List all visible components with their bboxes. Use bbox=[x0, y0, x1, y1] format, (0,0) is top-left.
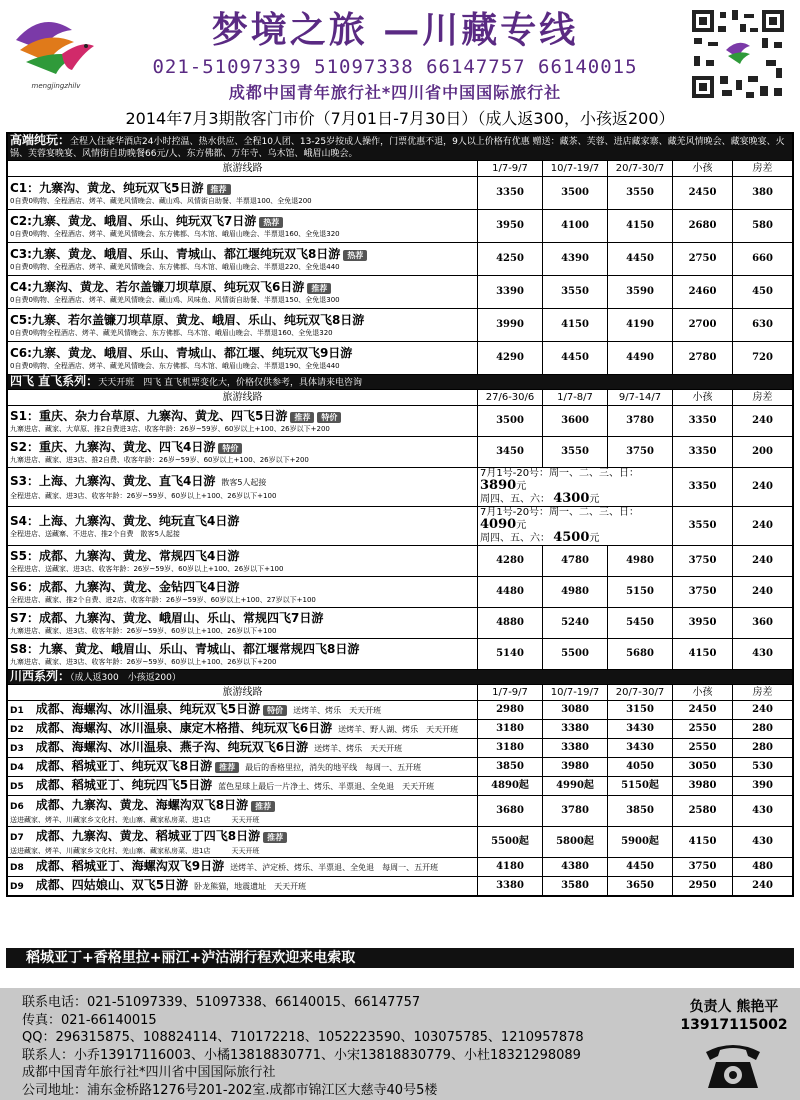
route-name: S2：重庆、九寨沟、黄龙、四飞4日游 bbox=[10, 440, 216, 454]
price-cell: 5900起 bbox=[608, 827, 673, 858]
route-code: D2 bbox=[10, 725, 24, 735]
price-cell: 3430 bbox=[608, 739, 673, 758]
price-cell: 3500 bbox=[478, 406, 543, 437]
room-diff-cell: 580 bbox=[733, 210, 794, 243]
col-room-diff: 房差 bbox=[733, 161, 794, 177]
price-cell: 5150 bbox=[608, 577, 673, 608]
room-diff-cell: 360 bbox=[733, 608, 794, 639]
table-row bbox=[7, 777, 793, 796]
price-cell: 3590 bbox=[608, 276, 673, 309]
section-name: 高端纯玩： bbox=[10, 133, 71, 147]
price-table bbox=[6, 132, 794, 897]
price-cell: 3850 bbox=[608, 796, 673, 827]
child-price-cell: 3550 bbox=[673, 507, 733, 546]
price-cell: 3500 bbox=[543, 177, 608, 210]
route-badge: 推荐 bbox=[251, 801, 275, 812]
child-price-cell: 2450 bbox=[673, 177, 733, 210]
child-price-cell: 3980 bbox=[673, 777, 733, 796]
col-room-diff: 房差 bbox=[733, 390, 794, 406]
price-cell: 5140 bbox=[478, 639, 543, 670]
route-desc: 全程进店、藏家、推2个自费、进2店、收客年龄：26岁~59岁、60岁以上+100、27岁以下+100 bbox=[10, 596, 316, 604]
weekday-price-cell bbox=[478, 507, 673, 546]
price-cell: 5240 bbox=[543, 608, 608, 639]
route-desc: 全程进店、送藏寨、不进店、推2个自费 散客5人起接 bbox=[10, 530, 180, 538]
room-diff-cell: 240 bbox=[733, 877, 794, 897]
child-price-cell: 4150 bbox=[673, 639, 733, 670]
route-name: C6:九寨、黄龙、峨眉、乐山、青城山、都江堰、纯玩双飞9日游 bbox=[10, 346, 353, 360]
route-name: 成都、海螺沟、冰川温泉、纯玩双飞5日游 bbox=[35, 702, 261, 716]
col-period-3: 20/7-30/7 bbox=[608, 161, 673, 177]
route-name: C2:九寨、黄龙、峨眉、乐山、纯玩双飞7日游 bbox=[10, 214, 257, 228]
weekday-price: 4090 bbox=[480, 517, 517, 532]
child-price-cell: 2460 bbox=[673, 276, 733, 309]
room-diff-cell: 390 bbox=[733, 777, 794, 796]
room-diff-cell: 430 bbox=[733, 639, 794, 670]
price-cell: 4890起 bbox=[478, 777, 543, 796]
contact-phone: 联系电话：021-51097339、51097338、66140015、66147757 bbox=[22, 995, 421, 1010]
price-cell: 4450 bbox=[608, 858, 673, 877]
price-cell: 5500 bbox=[543, 639, 608, 670]
logo-caption: mengjingzhilv bbox=[31, 82, 81, 90]
price-cell: 3750 bbox=[608, 437, 673, 468]
route-name: 成都、九寨沟、黄龙、海螺沟双飞8日游 bbox=[35, 798, 249, 812]
route-badge: 推荐 bbox=[290, 412, 314, 423]
route-desc: 全程进店、藏家、进3店、收客年龄：26岁~59岁、60岁以上+100、26岁以下+100 bbox=[10, 492, 277, 500]
route-code: D9 bbox=[10, 882, 24, 892]
route-badge: 推荐 bbox=[307, 283, 331, 294]
col-period-1: 1/7-9/7 bbox=[478, 685, 543, 701]
route-badge: 推荐 bbox=[263, 832, 287, 843]
price-cell: 3550 bbox=[543, 276, 608, 309]
route-name: 成都、稻城亚丁、纯玩双飞8日游 bbox=[35, 759, 213, 773]
child-price-cell: 2550 bbox=[673, 720, 733, 739]
table-row bbox=[7, 739, 793, 758]
col-period-3: 9/7-14/7 bbox=[608, 390, 673, 406]
route-code: D6 bbox=[10, 802, 24, 812]
contact-persons: 联系人：小乔13917116003、小橘13818830771、小宋13818830779、小杜18321298089 bbox=[22, 1047, 581, 1063]
route-desc: 九寨进店、藏家、大草原、推2自费进3店、收客年龄：26岁~59岁、60岁以上+100、26岁以下+200 bbox=[10, 425, 330, 433]
route-name: 成都、海螺沟、冰川温泉、燕子沟、纯玩双飞6日游 bbox=[35, 740, 309, 754]
price-cell: 3850 bbox=[478, 758, 543, 777]
price-cell: 4050 bbox=[608, 758, 673, 777]
contact-address: 公司地址：浦东金桥路1276号201-202室.成都市锦江区大慈寺40号5楼 bbox=[22, 1082, 438, 1098]
route-name: 成都、四姑娘山、双飞5日游 bbox=[35, 878, 189, 892]
route-code: D5 bbox=[10, 782, 24, 792]
table-row bbox=[7, 276, 793, 309]
child-price-cell: 2780 bbox=[673, 342, 733, 375]
table-row bbox=[7, 406, 793, 437]
col-period-2: 10/7-19/7 bbox=[543, 685, 608, 701]
weekend-label: 周四、五、六： bbox=[480, 533, 550, 544]
col-route: 旅游线路 bbox=[7, 390, 478, 406]
weekday-price: 3890 bbox=[480, 478, 517, 493]
table-row bbox=[7, 546, 793, 577]
col-period-2: 1/7-8/7 bbox=[543, 390, 608, 406]
weekday-label: 7月1号-20号：周一、二、三、日： bbox=[480, 507, 640, 518]
route-name: C5:九寨、若尔盖镰刀坝草原、黄龙、峨眉、乐山、纯玩双飞8日游 bbox=[10, 313, 365, 327]
price-cell: 3350 bbox=[478, 177, 543, 210]
child-price-cell: 3750 bbox=[673, 858, 733, 877]
price-cell: 3950 bbox=[478, 210, 543, 243]
price-cell: 4390 bbox=[543, 243, 608, 276]
section-name: 川西系列： bbox=[10, 669, 71, 683]
price-cell: 3430 bbox=[608, 720, 673, 739]
price-cell: 4150 bbox=[543, 309, 608, 342]
route-desc: 全程进店、送藏家、进3店、收客年龄：26岁~59岁、60岁以上+100、26岁以下+100 bbox=[10, 565, 284, 573]
child-price-cell: 3050 bbox=[673, 758, 733, 777]
table-row bbox=[7, 701, 793, 720]
route-badge: 热荐 bbox=[343, 250, 367, 261]
child-price-cell: 2680 bbox=[673, 210, 733, 243]
room-diff-cell: 380 bbox=[733, 177, 794, 210]
manager-block bbox=[676, 998, 792, 1034]
child-price-cell: 3350 bbox=[673, 437, 733, 468]
child-price-cell: 2700 bbox=[673, 309, 733, 342]
table-row bbox=[7, 468, 793, 507]
price-cell: 3550 bbox=[543, 437, 608, 468]
col-child: 小孩 bbox=[673, 390, 733, 406]
child-price-cell: 3350 bbox=[673, 468, 733, 507]
table-row bbox=[7, 210, 793, 243]
price-cell: 3380 bbox=[543, 739, 608, 758]
price-cell: 4980 bbox=[543, 577, 608, 608]
section-note: 天天开班 四飞 直飞机票变化大，价格仅供参考，具体请来电咨询 bbox=[98, 378, 363, 388]
weekend-price: 4500 bbox=[553, 530, 590, 545]
price-cell: 3780 bbox=[608, 406, 673, 437]
price-cell: 4190 bbox=[608, 309, 673, 342]
price-cell: 4880 bbox=[478, 608, 543, 639]
price-cell: 4480 bbox=[478, 577, 543, 608]
route-note: 卧龙熊猫，地震遗址 天天开班 bbox=[194, 882, 307, 891]
price-period-subtitle: 2014年7月3期散客门市价（7月01日-7月30日）（成人返300，小孩返200） bbox=[125, 109, 675, 128]
contact-fax: 传真：021-66140015 bbox=[22, 1012, 157, 1028]
child-price-cell: 3750 bbox=[673, 546, 733, 577]
price-cell: 3600 bbox=[543, 406, 608, 437]
table-row bbox=[7, 243, 793, 276]
price-cell: 5450 bbox=[608, 608, 673, 639]
col-child: 小孩 bbox=[673, 685, 733, 701]
route-badge: 热荐 bbox=[259, 217, 283, 228]
route-name: 成都、海螺沟、冰川温泉、康定木格措、纯玩双飞6日游 bbox=[35, 721, 333, 735]
room-diff-cell: 630 bbox=[733, 309, 794, 342]
col-child: 小孩 bbox=[673, 161, 733, 177]
table-row bbox=[7, 827, 793, 858]
col-period-1: 1/7-9/7 bbox=[478, 161, 543, 177]
route-note: 送烤羊、野人湖、烤乐 天天开班 bbox=[338, 725, 459, 734]
table-row bbox=[7, 177, 793, 210]
room-diff-cell: 240 bbox=[733, 577, 794, 608]
route-desc: 0自费0购物、全程酒店、烤羊、藏羌风情晚会、东方佛都、乌木馆、峨眉山晚会、半票退220、全免退440 bbox=[10, 263, 340, 271]
price-cell: 3380 bbox=[543, 720, 608, 739]
price-cell: 3080 bbox=[543, 701, 608, 720]
manager-phone: 13917115002 bbox=[680, 1017, 788, 1033]
price-cell: 3550 bbox=[608, 177, 673, 210]
price-cell: 4280 bbox=[478, 546, 543, 577]
price-cell: 3390 bbox=[478, 276, 543, 309]
weekday-label: 7月1号-20号：周一、二、三、日： bbox=[480, 468, 640, 479]
price-cell: 5500起 bbox=[478, 827, 543, 858]
route-code: D3 bbox=[10, 744, 24, 754]
child-price-cell: 2450 bbox=[673, 701, 733, 720]
price-cell: 3650 bbox=[608, 877, 673, 897]
weekend-price: 4300 bbox=[553, 491, 590, 506]
route-name: S3：上海、九寨沟、黄龙、直飞4日游 bbox=[10, 474, 216, 488]
contact-block bbox=[22, 994, 584, 1099]
section-header bbox=[7, 670, 793, 685]
room-diff-cell: 200 bbox=[733, 437, 794, 468]
child-price-cell: 2750 bbox=[673, 243, 733, 276]
route-name: S7：成都、九寨沟、黄龙、峨眉山、乐山、常规四飞7日游 bbox=[10, 611, 324, 625]
route-name: C4:九寨沟、黄龙、若尔盖镰刀坝草原、纯玩双飞6日游 bbox=[10, 280, 305, 294]
price-cell: 4450 bbox=[608, 243, 673, 276]
price-cell: 3680 bbox=[478, 796, 543, 827]
price-unit: 元 bbox=[589, 533, 600, 544]
room-diff-cell: 530 bbox=[733, 758, 794, 777]
route-note: 最后的香格里拉，消失的地平线 每周一、五开班 bbox=[245, 763, 422, 772]
price-cell: 4780 bbox=[543, 546, 608, 577]
route-desc: 0自费0购物、全程酒店、烤羊、藏羌风情晚会、东方佛都、乌木馆、峨眉山晚会、半票退160、全免退320 bbox=[10, 230, 340, 238]
price-cell: 4250 bbox=[478, 243, 543, 276]
child-price-cell: 3950 bbox=[673, 608, 733, 639]
room-diff-cell: 450 bbox=[733, 276, 794, 309]
room-diff-cell: 660 bbox=[733, 243, 794, 276]
table-row bbox=[7, 877, 793, 897]
section-header bbox=[7, 133, 793, 161]
route-desc: 0自费0购物、全程酒店、烤羊、藏羌风情晚会、东方佛都、乌木馆、峨眉山晚会、半票退190、全免退440 bbox=[10, 362, 340, 370]
child-price-cell: 2580 bbox=[673, 796, 733, 827]
table-row bbox=[7, 796, 793, 827]
price-cell: 3580 bbox=[543, 877, 608, 897]
route-desc: 九寨进店、藏家、进3店、推2自费、收客年龄：26岁~59岁、60岁以上+100、26岁以下+200 bbox=[10, 456, 309, 464]
weekend-label: 周四、五、六： bbox=[480, 494, 550, 505]
route-note: 送烤羊、烤乐 天天开班 bbox=[314, 744, 403, 753]
route-badge: 特价 bbox=[263, 705, 287, 716]
room-diff-cell: 240 bbox=[733, 507, 794, 546]
route-name: 成都、稻城亚丁、海螺沟双飞9日游 bbox=[35, 859, 225, 873]
route-desc: 送进藏家、烤羊、川藏家乡文化村、羌山寨、藏家私房菜、进1店 天天开班 bbox=[10, 816, 260, 824]
table-row bbox=[7, 309, 793, 342]
table-row bbox=[7, 342, 793, 375]
room-diff-cell: 240 bbox=[733, 406, 794, 437]
route-desc: 送进藏家、烤羊、川藏家乡文化村、羌山寨、藏家私房菜、进1店 天天开班 bbox=[10, 847, 260, 855]
page-title: 梦境之旅 —川藏专线 bbox=[211, 9, 579, 51]
price-cell: 3180 bbox=[478, 739, 543, 758]
route-desc: 0自费0购物、全程酒店、烤羊、藏羌风情晚会、藏山鸡、风情街自助餐、半票退100、全免退200 bbox=[10, 197, 312, 205]
route-badge-2: 特价 bbox=[317, 412, 341, 423]
child-price-cell: 3750 bbox=[673, 577, 733, 608]
table-row bbox=[7, 507, 793, 546]
promo-banner: 稻城亚丁+香格里拉+丽江+泸沽湖行程欢迎来电索取 bbox=[6, 948, 794, 968]
price-unit: 元 bbox=[589, 494, 600, 505]
col-period-2: 10/7-19/7 bbox=[543, 161, 608, 177]
header bbox=[0, 0, 800, 108]
price-cell: 5680 bbox=[608, 639, 673, 670]
col-route: 旅游线路 bbox=[7, 161, 478, 177]
room-diff-cell: 280 bbox=[733, 720, 794, 739]
route-desc: 九寨进店、藏家、进3店、收客年龄：26岁~59岁、60岁以上+100、26岁以下+200 bbox=[10, 658, 277, 666]
route-code: D8 bbox=[10, 863, 24, 873]
route-desc: 0自费0购物、全程酒店、烤羊、藏羌风情晚会、藏山鸡、风味鱼、风情街自助餐、半票退150、全免退300 bbox=[10, 296, 340, 304]
route-note: 送烤羊、泸定桥、烤乐、半票退、全免退 每周一、五开班 bbox=[230, 863, 439, 872]
room-diff-cell: 720 bbox=[733, 342, 794, 375]
route-note: 蓝色星球上最后一片净土、烤乐、半票退、全免退 天天开班 bbox=[218, 782, 435, 791]
footer bbox=[0, 988, 800, 1100]
table-row bbox=[7, 437, 793, 468]
room-diff-cell: 240 bbox=[733, 546, 794, 577]
route-name: 成都、稻城亚丁、纯玩四飞5日游 bbox=[35, 778, 213, 792]
price-cell: 4990起 bbox=[543, 777, 608, 796]
qr-code-icon bbox=[688, 6, 788, 102]
route-badge: 特价 bbox=[218, 443, 242, 454]
section-header bbox=[7, 375, 793, 390]
price-unit: 元 bbox=[516, 481, 527, 492]
price-cell: 3780 bbox=[543, 796, 608, 827]
child-price-cell: 2950 bbox=[673, 877, 733, 897]
route-note: 送烤羊、烤乐 天天开班 bbox=[293, 706, 382, 715]
table-row bbox=[7, 858, 793, 877]
header-phones: 021-51097339 51097338 66147757 66140015 bbox=[152, 56, 638, 78]
price-cell: 4180 bbox=[478, 858, 543, 877]
table-row bbox=[7, 608, 793, 639]
room-diff-cell: 430 bbox=[733, 827, 794, 858]
price-cell: 2980 bbox=[478, 701, 543, 720]
price-cell: 4290 bbox=[478, 342, 543, 375]
child-price-cell: 4150 bbox=[673, 827, 733, 858]
route-name: S8：九寨、黄龙、峨眉山、乐山、青城山、都江堰常规四飞8日游 bbox=[10, 642, 360, 656]
route-name: 成都、九寨沟、黄龙、稻城亚丁四飞8日游 bbox=[35, 829, 261, 843]
route-code: D7 bbox=[10, 833, 24, 843]
route-name: C1：九寨沟、黄龙、纯玩双飞5日游 bbox=[10, 181, 204, 195]
col-room-diff: 房差 bbox=[733, 685, 794, 701]
route-desc: 九寨进店、藏家、进3店、收客年龄：26岁~59岁、60岁以上+100、26岁以下+100 bbox=[10, 627, 277, 635]
table-row bbox=[7, 758, 793, 777]
price-cell: 3980 bbox=[543, 758, 608, 777]
price-cell: 3180 bbox=[478, 720, 543, 739]
section-note: 全程入住豪华酒店24小时控温、热水供应、全程10人团、13-25岁按成人操作，门票优惠不退，9人以上价格有优惠 赠送：藏茶、芙蓉、进店藏家寨、藏羌风情晚会、藏宴晚宴、火锅、芙蓉宴晚宴、风情街自助晚餐66元/人、东方佛都、万年寺、乌木馆、峨眉山晚会。 bbox=[10, 137, 785, 159]
price-cell: 4100 bbox=[543, 210, 608, 243]
child-price-cell: 2550 bbox=[673, 739, 733, 758]
route-badge: 推荐 bbox=[215, 762, 239, 773]
price-cell: 5800起 bbox=[543, 827, 608, 858]
price-cell: 4980 bbox=[608, 546, 673, 577]
table-row bbox=[7, 577, 793, 608]
route-code: D1 bbox=[10, 706, 24, 716]
room-diff-cell: 240 bbox=[733, 468, 794, 507]
room-diff-cell: 480 bbox=[733, 858, 794, 877]
route-code: D4 bbox=[10, 763, 24, 773]
manager-label: 负责人 熊艳平 bbox=[689, 999, 779, 1015]
price-cell: 4150 bbox=[608, 210, 673, 243]
col-period-1: 27/6-30/6 bbox=[478, 390, 543, 406]
price-cell: 4380 bbox=[543, 858, 608, 877]
price-cell: 3380 bbox=[478, 877, 543, 897]
column-header-row bbox=[7, 685, 793, 701]
room-diff-cell: 280 bbox=[733, 739, 794, 758]
weekday-price-cell bbox=[478, 468, 673, 507]
route-name: S5：成都、九寨沟、黄龙、常规四飞4日游 bbox=[10, 549, 240, 563]
price-cell: 4490 bbox=[608, 342, 673, 375]
contact-agency: 成都中国青年旅行社*四川省中国国际旅行社 bbox=[22, 1065, 276, 1080]
table-row bbox=[7, 639, 793, 670]
price-unit: 元 bbox=[516, 520, 527, 531]
section-name: 四飞 直飞系列： bbox=[10, 374, 99, 388]
price-cell: 3990 bbox=[478, 309, 543, 342]
route-badge: 推荐 bbox=[207, 184, 231, 195]
contact-qq: QQ：296315875、108824114、710172218、1052223590、103075785、1210957878 bbox=[22, 1030, 584, 1045]
route-name: S1：重庆、杂力台草原、九寨沟、黄龙、四飞5日游 bbox=[10, 409, 288, 423]
column-header-row bbox=[7, 161, 793, 177]
price-cell: 3150 bbox=[608, 701, 673, 720]
section-note: （成人返300 小孩返200） bbox=[70, 673, 181, 683]
child-price-cell: 3350 bbox=[673, 406, 733, 437]
route-desc: 0自费0购物全程酒店、烤羊、藏羌风情晚会、东方佛都、乌木馆、峨眉山晚会、半票退160、全免退320 bbox=[10, 329, 333, 337]
room-diff-cell: 240 bbox=[733, 701, 794, 720]
col-route: 旅游线路 bbox=[7, 685, 478, 701]
price-cell: 4450 bbox=[543, 342, 608, 375]
price-cell: 5150起 bbox=[608, 777, 673, 796]
route-note: 散客5人起接 bbox=[221, 478, 267, 487]
route-name: S6：成都、九寨沟、黄龙、金钻四飞4日游 bbox=[10, 580, 240, 594]
route-name: S4：上海、九寨沟、黄龙、纯玩直飞4日游 bbox=[10, 514, 240, 528]
price-cell: 3450 bbox=[478, 437, 543, 468]
column-header-row bbox=[7, 390, 793, 406]
telephone-icon bbox=[702, 1036, 764, 1092]
room-diff-cell: 430 bbox=[733, 796, 794, 827]
route-name: C3:九寨、黄龙、峨眉、乐山、青城山、都江堰纯玩双飞8日游 bbox=[10, 247, 341, 261]
header-agency: 成都中国青年旅行社*四川省中国国际旅行社 bbox=[228, 83, 562, 102]
table-row bbox=[7, 720, 793, 739]
col-period-3: 20/7-30/7 bbox=[608, 685, 673, 701]
